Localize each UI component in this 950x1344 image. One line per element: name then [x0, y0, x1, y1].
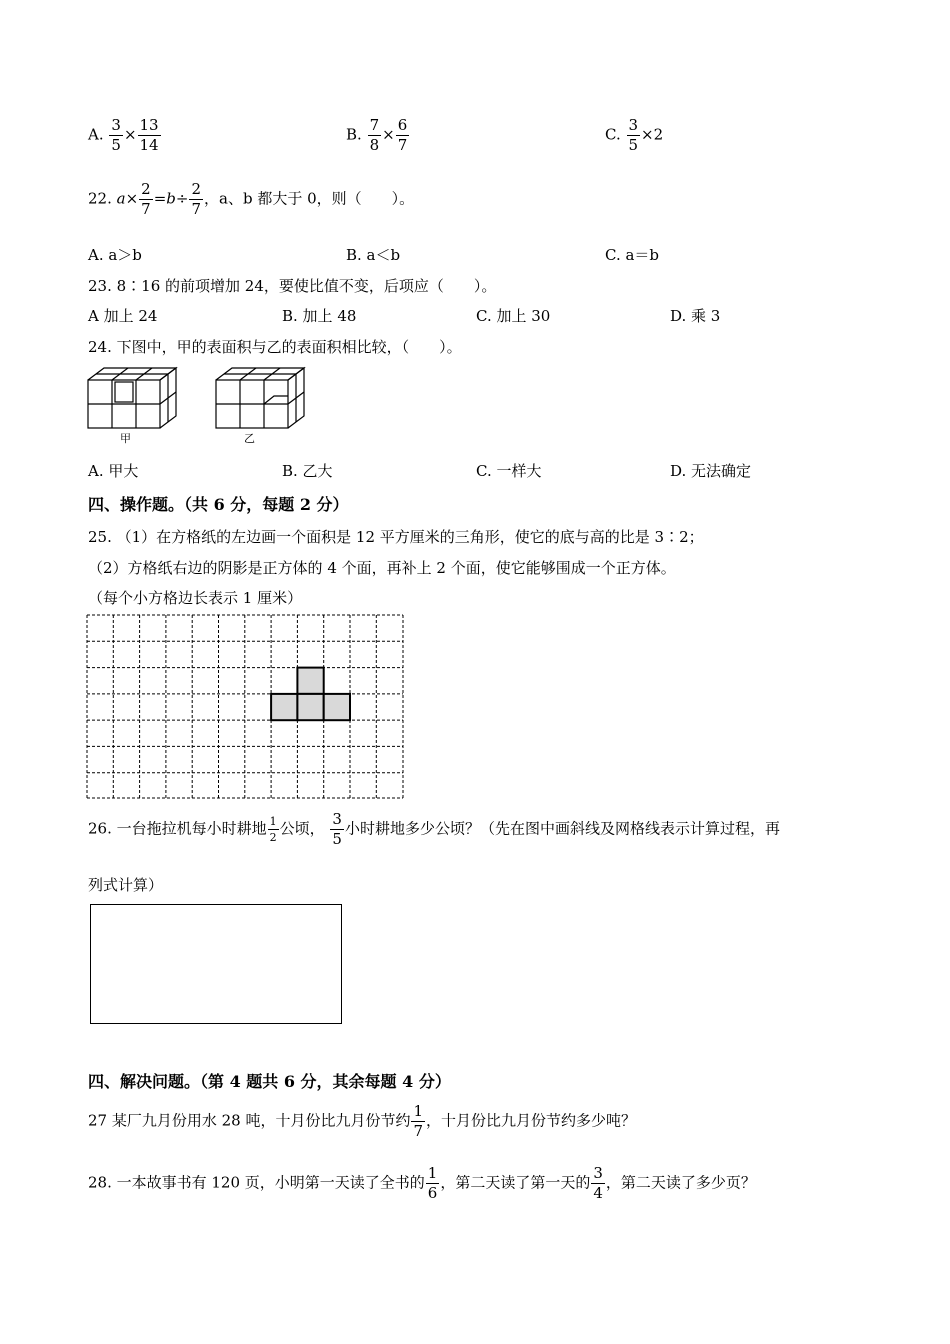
q24-option-d: D. 无法确定 [670, 462, 752, 480]
q25-line2: （2）方格纸右边的阴影是正方体的 4 个面，再补上 2 个面，使它能够围成一个正方体。 [88, 559, 676, 577]
q21-option-a: A. $\frac{3}{5}$ × $\frac{13}{14}$ [88, 116, 159, 154]
label-yi: 乙 [244, 432, 255, 445]
section-title-problems: 四、解决问题。（第 4 题共 6 分，其余每题 4 分） [88, 1072, 451, 1091]
q21-option-c: C. $\frac{3}{5}$ ×2 [605, 116, 664, 154]
fraction: $\frac{3}{4}$ [593, 1164, 603, 1202]
q28-question: 28. 一本故事书有 120 页，小明第一天读了全书的 $\frac{1}{6}$ ，第二天读了第一天的 $\frac{3}{4}$ ，第二天读了多少页？ [88, 1164, 756, 1202]
fraction: $\frac{1}{7}$ [413, 1102, 424, 1140]
q27-question: 27 某厂九月份用水 28 吨，十月份比九月份节约 $\frac{1}{7}$ ，十月份比九月份节约多少吨？ [88, 1102, 637, 1140]
q23-question: 23. 8∶16 的前项增加 24，要使比值不变，后项应（ ）。 [88, 277, 497, 295]
cube-figure-jia [86, 364, 181, 430]
fraction: $\frac{2}{7}$ [191, 180, 202, 218]
fraction: $\frac{3}{5}$ [332, 810, 342, 848]
fraction: $\frac{1}{6}$ [427, 1164, 438, 1202]
fraction: $\frac{7}{8}$ [369, 116, 380, 154]
q24-option-a: A. 甲大 [88, 462, 139, 480]
q21-option-b: B. $\frac{7}{8}$ × $\frac{6}{7}$ [346, 116, 408, 154]
q23-option-d: D. 乘 3 [670, 307, 721, 325]
q26-line2: 列式计算） [88, 876, 164, 894]
label-jia: 甲 [120, 432, 131, 445]
fraction: $\frac{1}{2}$ [269, 815, 277, 844]
q25-line1: 25. （1）在方格纸的左边画一个面积是 12 平方厘米的三角形，使它的底与高的比是 3∶2； [88, 528, 704, 546]
q23-option-b: B. 加上 48 [282, 307, 357, 325]
q22-question: 22. a× $\frac{2}{7}$ =b÷ $\frac{2}{7}$ ，a、b 都大于 0，则（ ）。 [88, 180, 415, 218]
grid-paper [86, 614, 406, 804]
q22-option-a: A. a＞b [88, 246, 142, 264]
fraction: $\frac{3}{5}$ [111, 116, 121, 154]
fraction: $\frac{2}{7}$ [141, 180, 151, 218]
q22-option-c: C. a＝b [605, 246, 660, 264]
q23-option-a: A 加上 24 [88, 307, 158, 325]
q26-line1: 26. 一台拖拉机每小时耕地 $\frac{1}{2}$ 公顷， $\frac{3}{5}$ 小时耕地多少公顷？（先在图中画斜线及网格线表示计算过程，再 [88, 810, 780, 848]
fraction: $\frac{13}{14}$ [139, 116, 159, 154]
section-title-operation: 四、操作题。（共 6 分，每题 2 分） [88, 495, 349, 514]
q24-question: 24. 下图中，甲的表面积与乙的表面积相比较，（ ）。 [88, 338, 462, 356]
q23-option-c: C. 加上 30 [476, 307, 551, 325]
q26-drawing-box [90, 904, 342, 1024]
q24-option-b: B. 乙大 [282, 462, 333, 480]
q25-line3: （每个小方格边长表示 1 厘米） [88, 589, 303, 607]
q22-option-b: B. a＜b [346, 246, 401, 264]
fraction: $\frac{6}{7}$ [397, 116, 408, 154]
cube-figure-yi [214, 364, 309, 430]
fraction: $\frac{3}{5}$ [628, 116, 639, 154]
q24-option-c: C. 一样大 [476, 462, 542, 480]
